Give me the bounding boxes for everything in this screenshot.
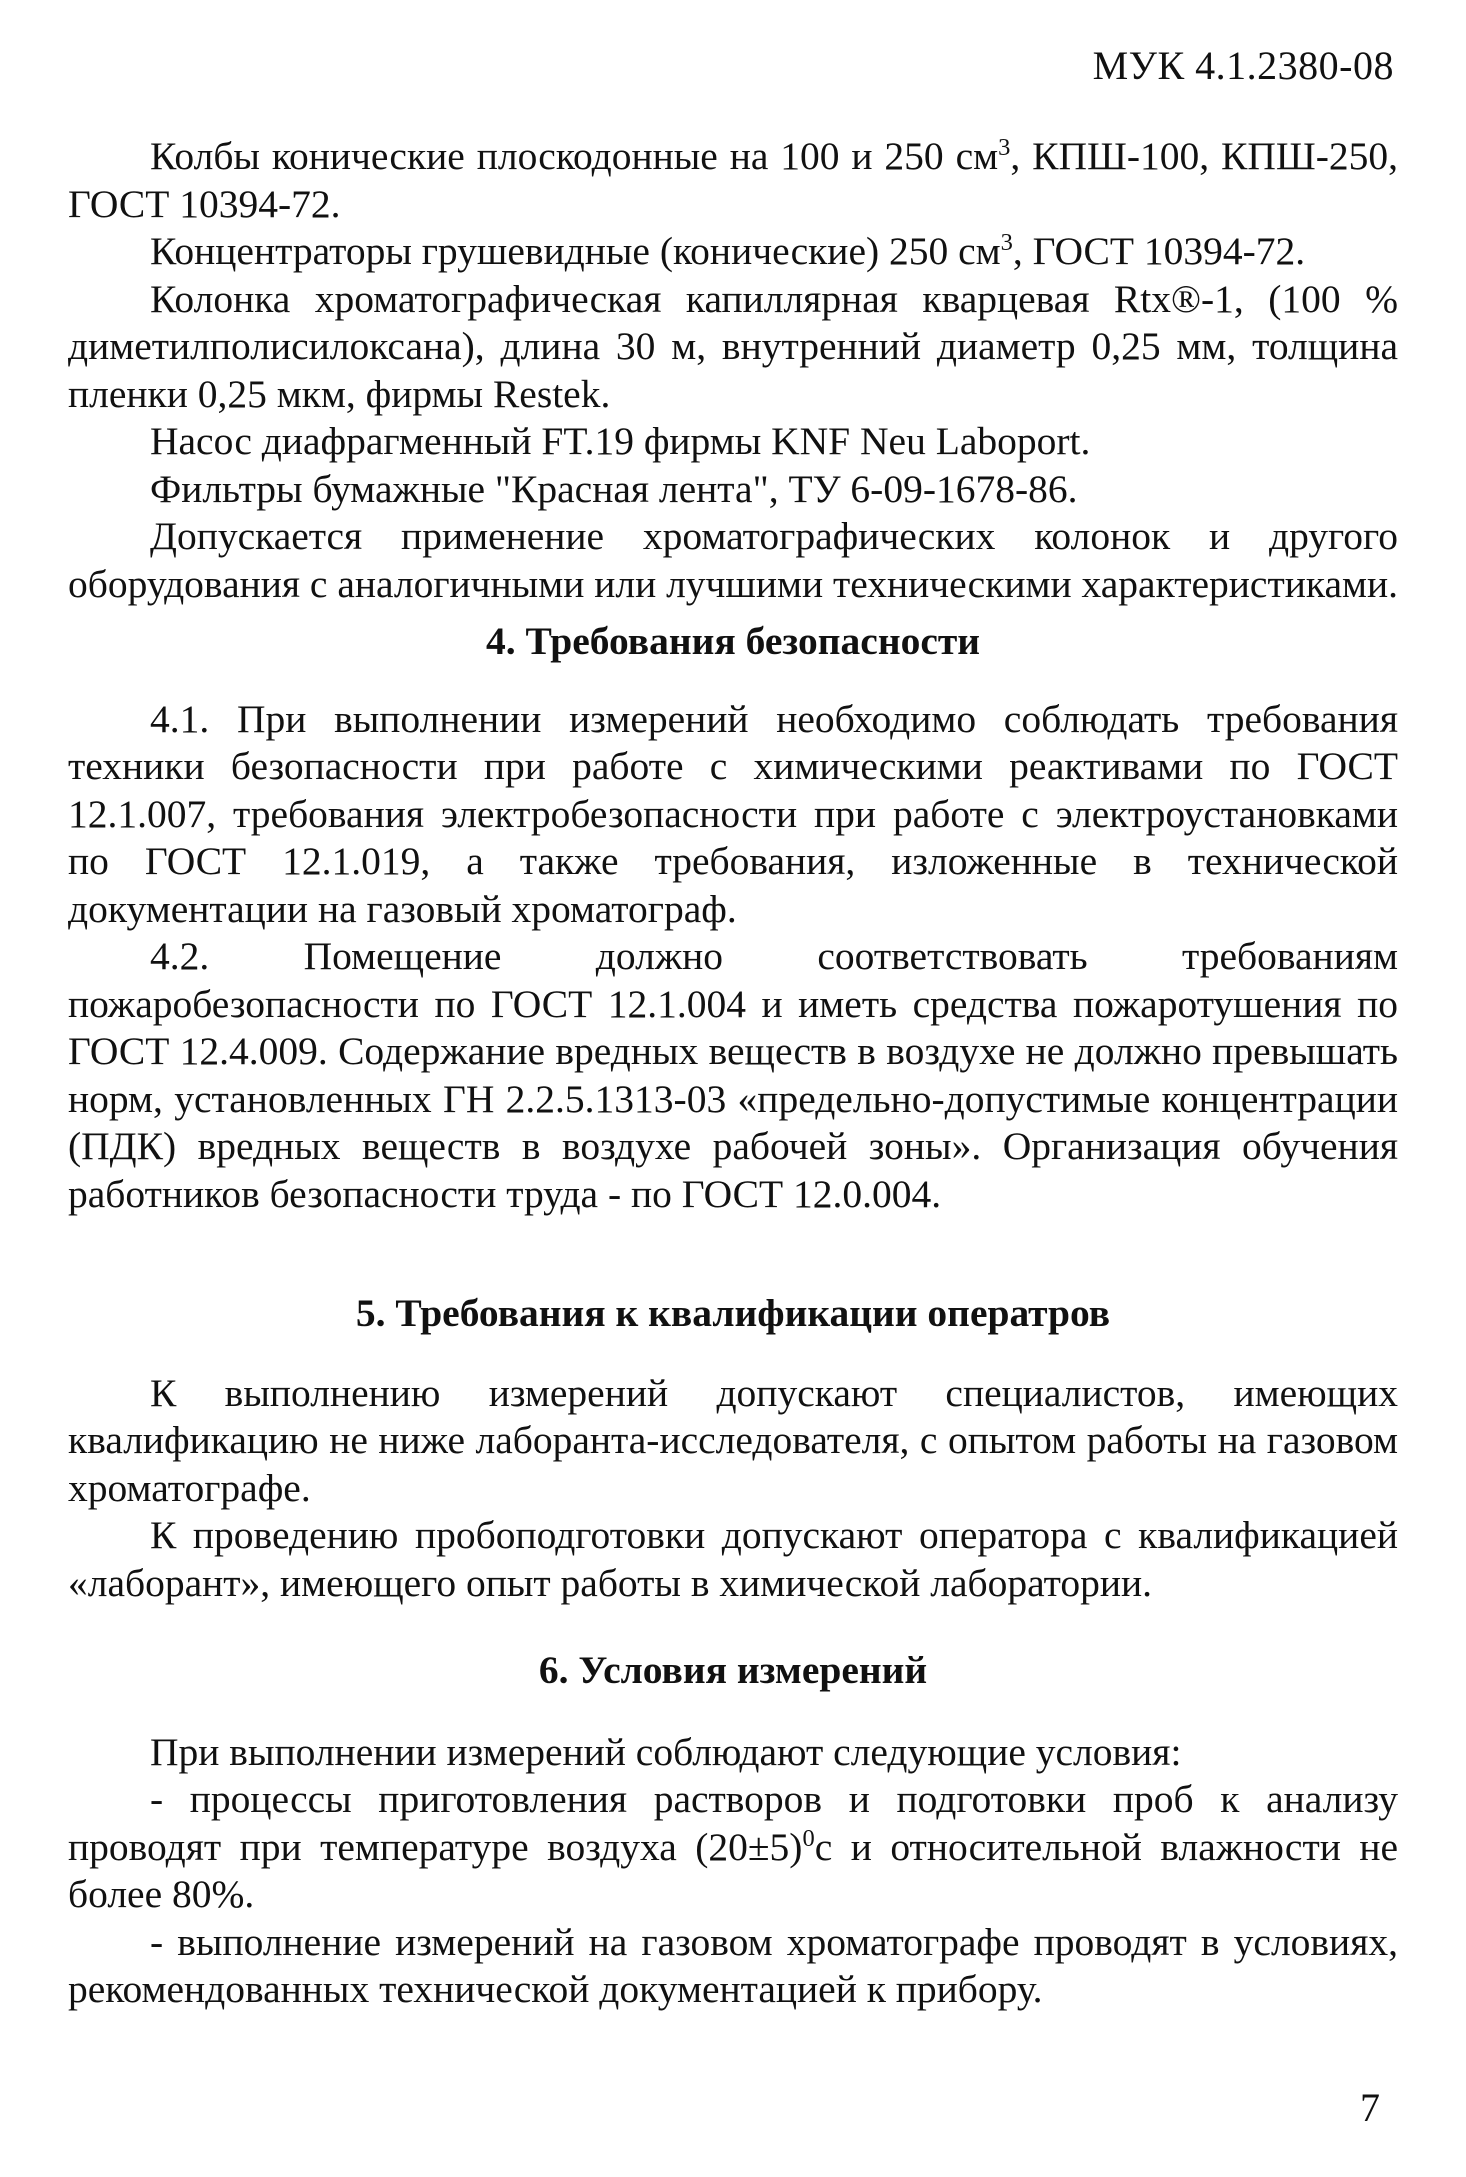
page-body [68, 133, 1398, 2014]
paragraph-pump: Насос диафрагменный FT.19 фирмы KNF Neu Laboport. [150, 419, 1091, 463]
paragraph-5-2: К проведению пробоподготовки допускают оператора с квалификацией «лаборант», имеющего опыт работы в химической лаборатории. [68, 1513, 1398, 1605]
paragraph-concentrators: Концентраторы грушевидные (конические) 250 $см^3$, ГОСТ 10394-72. [150, 228, 1306, 273]
paragraph-5-1: К выполнению измерений допускают специалистов, имеющих квалификацию не ниже лаборанта-исследователя, с опытом работы на газовом хроматографе. [68, 1370, 1398, 1510]
page-number: 7 [1360, 2085, 1380, 2130]
document-code: МУК 4.1.2380-08 [1092, 43, 1394, 88]
paragraph-4-1: 4.1. При выполнении измерений необходимо соблюдать требования техники безопасности при работе с химическими реактивами по ГОСТ 12.1.007, требования электробезопасности при работе с электроустановками по ГОСТ 12.1.019, а также требования, изложенные в технической документации на газовый хроматограф. [68, 696, 1398, 931]
section-6-title: 6. Условия измерений [538, 1648, 928, 1692]
paragraph-4-2: 4.2. Помещение должно соответствовать требованиям пожаробезопасности по ГОСТ 12.1.004 и иметь средства пожаротушения по ГОСТ 12.4.009. Содержание вредных веществ в воздухе не должно превышать норм, установленных ГН 2.2.5.1313-03 «предельно-допустимые концентрации (ПДК) вредных веществ в воздухе рабочей зоны». Организация обучения работников безопасности труда - по ГОСТ 12.0.004. [68, 934, 1398, 1216]
paragraph-6-intro: При выполнении измерений соблюдают следующие условия: [150, 1729, 1182, 1774]
paragraph-column: Колонка хроматографическая капиллярная кварцевая Rtx®-1, (100 % диметилполисилоксана), длина 30 м, внутренний диаметр 0,25 мм, толщина пленки 0,25 мкм, фирмы Restek. [68, 276, 1398, 416]
paragraph-flasks: Колбы конические плоскодонные на 100 и 250 $см^3$, КПШ-100, КПШ-250, ГОСТ 10394-72. [68, 133, 1399, 226]
list-item-conditions: - выполнение измерений на газовом хроматографе проводят в условиях, рекомендованных технической документацией к прибору. [68, 1919, 1398, 2011]
list-item-temperature: - процессы приготовления растворов и подготовки проб к анализу проводят при температуре воздуха $(20\pm 5)^0с$ и относительной влажности не более 80%. [68, 1777, 1398, 1916]
section-4-title: 4. Требования безопасности [485, 619, 981, 663]
paragraph-alternatives: Допускается применение хроматографических колонок и другого оборудования с аналогичными или лучшими техническими характеристиками. [68, 514, 1399, 606]
section-5-title: 5. Требования к квалификации оператров [355, 1291, 1111, 1335]
paragraph-filters: Фильтры бумажные "Красная лента", ТУ 6-09-1678-86. [150, 466, 1078, 511]
